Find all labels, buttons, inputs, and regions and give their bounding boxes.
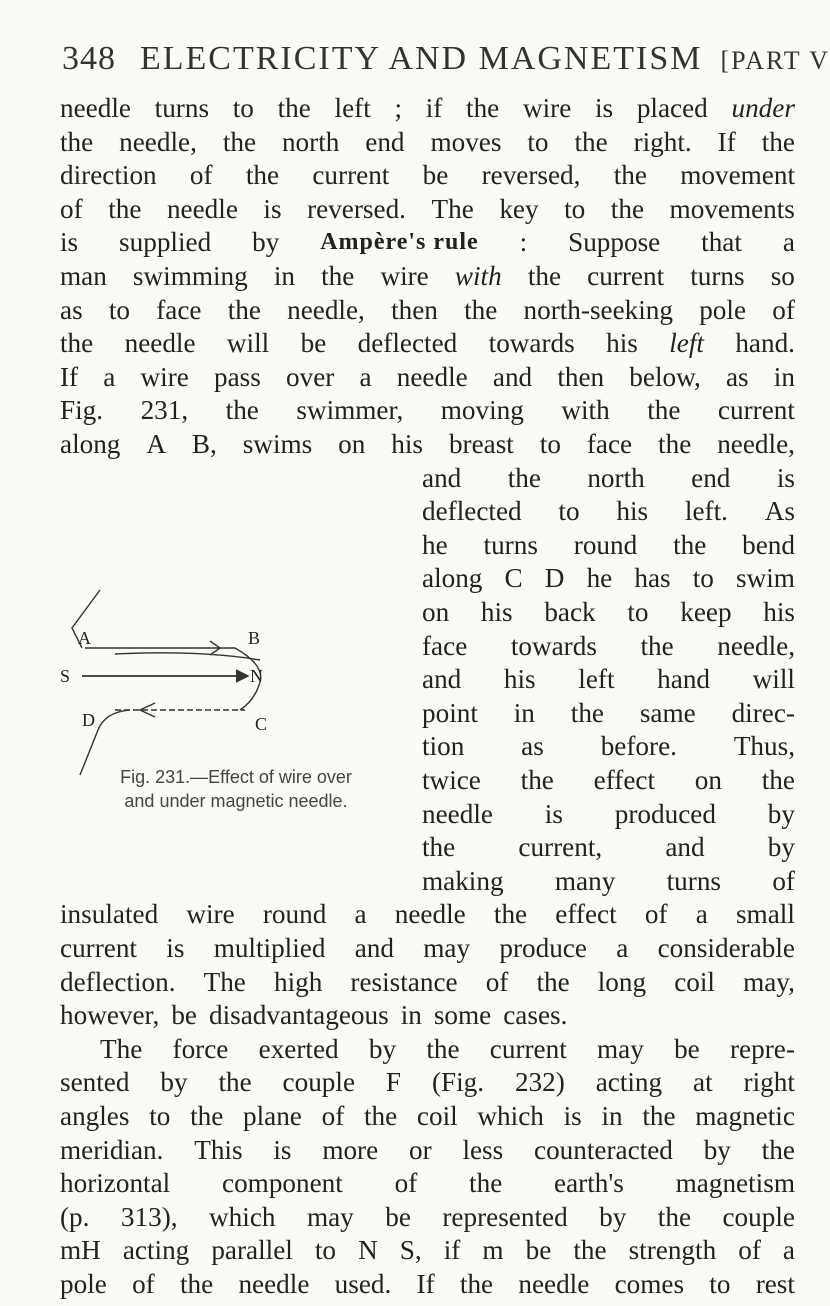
running-header	[62, 40, 830, 78]
figure-caption	[56, 765, 416, 813]
text-line: he turns round the bend	[422, 529, 795, 560]
caption-line-2: and under magnetic needle.	[124, 791, 348, 811]
running-title: ELECTRICITY AND MAGNETISM	[140, 40, 703, 77]
text-line: is supplied by Ampère's rule : Suppose that a	[60, 227, 795, 258]
text-line: (p. 313), which may be represented by the couple	[60, 1201, 795, 1232]
text-line: pole of the needle used. If the needle comes to rest	[60, 1269, 795, 1299]
text-line: twice the effect on the	[422, 765, 795, 795]
label-d: D	[82, 710, 95, 730]
text-line: If a wire pass over a needle and then below, as in	[60, 361, 795, 392]
text-line: needle is produced by	[422, 798, 795, 829]
text-line: as to face the needle, then the north-seeking pole of	[60, 294, 795, 325]
text-line: the needle will be deflected towards his left hand.	[60, 328, 795, 359]
text-line: sented by the couple F (Fig. 232) acting at right	[60, 1067, 795, 1098]
text-line: along C D he has to swim	[422, 563, 795, 594]
text-line: and the north end is	[422, 462, 795, 493]
text-line: point in the same direc-	[422, 697, 795, 728]
text-line: current is multiplied and may produce a considerable	[60, 933, 795, 963]
text-line: Fig. 231, the swimmer, moving with the current	[60, 395, 795, 426]
text-line: needle turns to the left ; if the wire is placed under	[60, 93, 795, 123]
text-line: deflection. The high resistance of the long coil may,	[60, 966, 795, 997]
text-line: horizontal component of the earth's magnetism	[60, 1168, 795, 1199]
text-line: of the needle is reversed. The key to the movements	[60, 193, 795, 224]
text-line: angles to the plane of the coil which is in the magnetic	[60, 1101, 795, 1131]
text-line: deflected to his left. As	[422, 496, 795, 527]
text-line: mH acting parallel to N S, if m be the strength of a	[60, 1235, 795, 1266]
text-line: man swimming in the wire with the current turns so	[60, 261, 795, 291]
page-number: 348	[62, 40, 116, 77]
label-s: S	[60, 666, 71, 686]
text-line: insulated wire round a needle the effect of a small	[60, 899, 795, 930]
label-a: A	[78, 628, 91, 648]
label-n: N	[250, 666, 263, 686]
text-line: and his left hand will	[422, 664, 795, 695]
text-line: meridian. This is more or less counteracted by the	[60, 1134, 795, 1165]
figure-231-diagram	[60, 590, 405, 780]
text-line: face towards the needle,	[422, 630, 795, 661]
text-line: along A B, swims on his breast to face the needle,	[60, 429, 795, 459]
text-line: The force exerted by the current may be repre-	[100, 1033, 795, 1064]
text-line: making many turns of	[422, 865, 795, 896]
text-line: tion as before. Thus,	[422, 731, 795, 762]
text-line: the needle, the north end moves to the right. If the	[60, 126, 795, 157]
part-label: [PART V	[720, 46, 830, 75]
text-line: on his back to keep his	[422, 597, 795, 627]
caption-line-1: Fig. 231.—Effect of wire over	[120, 767, 352, 787]
text-line: direction of the current be reversed, the movement	[60, 160, 795, 191]
text-line: however, be disadvantageous in some cases.	[60, 1000, 568, 1031]
label-b: B	[248, 628, 261, 648]
text-line: the current, and by	[422, 832, 795, 863]
label-c: C	[255, 714, 268, 734]
